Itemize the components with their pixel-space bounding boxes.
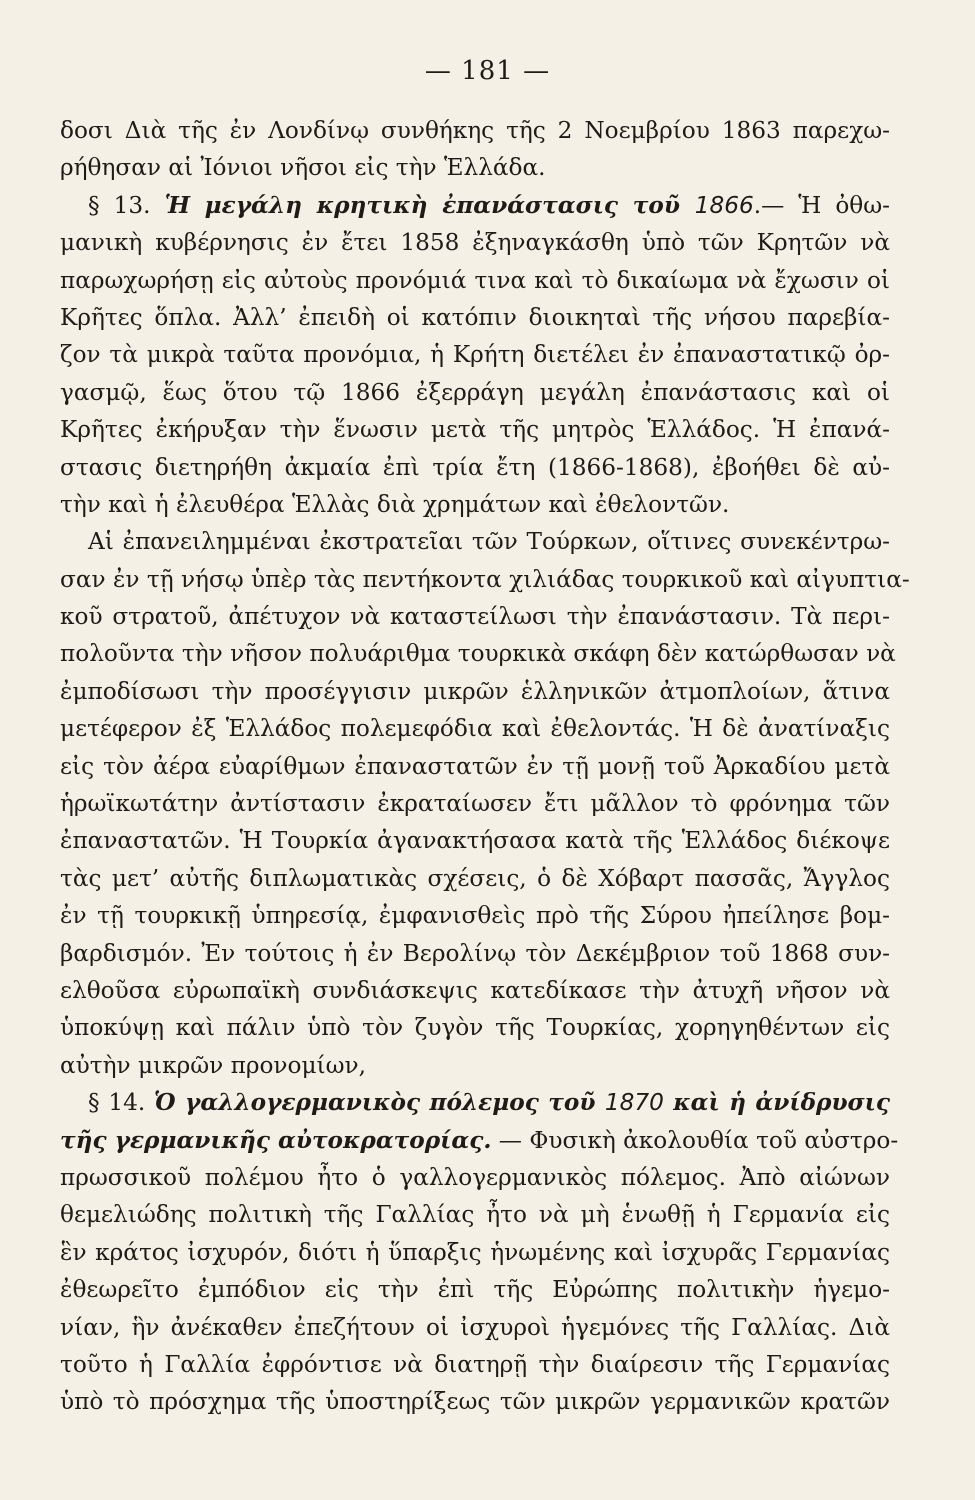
text-line: μετέφερον ἐξ Ἑλλάδος πολεμεφόδια καὶ ἐθελοντάς. Ἡ δὲ ἀνατίναξις xyxy=(60,715,890,743)
text-line: δοσι Διὰ τῆς ἐν Λονδίνῳ συνθήκης τῆς 2 Νοεμβρίου 1863 παρεχω- xyxy=(60,117,890,144)
section-heading-text: τῆς γερμανικῆς αὐτοκρατορίας. xyxy=(60,1126,492,1154)
text-line: ὑποκύψῃ καὶ πάλιν ὑπὸ τὸν ζυγὸν τῆς Τουρκίας, χορηγηθέντων εἰς xyxy=(60,1014,890,1042)
text-line: πολοῦντα τὴν νῆσον πολυάριθμα τουρκικὰ σκάφη δὲν κατώρθωσαν νὰ xyxy=(60,640,896,668)
section-heading-text: 1866 xyxy=(694,191,754,219)
text-line xyxy=(60,1122,899,1159)
text-line: ἐθεωρεῖτο ἐμπόδιον εἰς τὴν ἐπὶ τῆς Εὐρώπης πολιτικὴν ἡγεμο- xyxy=(60,1276,890,1304)
text-segment: — Φυσικὴ ἀκολουθία τοῦ αὐστρο- xyxy=(491,1126,899,1154)
text-line: τὴν καὶ ἡ ἐλευθέρα Ἑλλὰς διὰ χρημάτων καὶ ἐθελοντῶν. xyxy=(60,490,730,518)
text-line: πρωσσικοῦ πολέμου ἦτο ὁ γαλλογερμανικὸς πόλεμος. Ἀπὸ αἰώνων xyxy=(60,1163,890,1191)
text-line: γασμῷ, ἕως ὅτου τῷ 1866 ἐξερράγη μεγάλη ἐπανάστασις καὶ οἱ xyxy=(60,378,890,406)
text-segment: § 14. xyxy=(88,1089,154,1117)
text-line: ρήθησαν αἱ Ἰόνιοι νῆσοι εἰς τὴν Ἑλλάδα. xyxy=(60,154,546,182)
text-line: σαν ἐν τῇ νήσῳ ὑπὲρ τὰς πεντήκοντα χιλιάδας τουρκικοῦ καὶ αἰγυπτια- xyxy=(60,565,910,593)
text-line: τὰς μετ’ αὐτῆς διπλωματικὰς σχέσεις, ὁ δὲ Χόβαρτ πασσᾶς, Ἄγγλος xyxy=(60,864,890,892)
section-heading-text: Ἡ μεγάλη κρητικὴ ἐπανάστασις τοῦ xyxy=(164,191,695,219)
section-heading-text: 1870 xyxy=(604,1089,664,1117)
text-line: εἰς τὸν ἀέρα εὐαρίθμων ἐπαναστατῶν ἐν τῇ μονῇ τοῦ Ἀρκαδίου μετὰ xyxy=(60,752,890,780)
text-line: Κρῆτες ἐκήρυξαν τὴν ἕνωσιν μετὰ τῆς μητρὸς Ἑλλάδος. Ἡ ἐπανά- xyxy=(60,416,890,444)
text-line: θεμελιώδης πολιτικὴ τῆς Γαλλίας ἦτο νὰ μὴ ἑνωθῇ ἡ Γερμανία εἰς xyxy=(60,1201,890,1229)
text-line: Κρῆτες ὅπλα. Ἀλλ’ ἐπειδὴ οἱ κατόπιν διοικηταὶ τῆς νήσου παρεβία- xyxy=(60,303,890,331)
text-segment: § 13. xyxy=(88,191,165,219)
text-line: ἐμποδίσωσι τὴν προσέγγισιν μικρῶν ἑλληνικῶν ἀτμοπλοίων, ἅτινα xyxy=(60,677,890,705)
text-line: ἐπαναστατῶν. Ἡ Τουρκία ἀγανακτήσασα κατὰ τῆς Ἑλλάδος διέκοψε xyxy=(60,827,890,855)
body-text xyxy=(60,112,910,1421)
text-line: τοῦτο ἡ Γαλλία ἐφρόντισε νὰ διατηρῇ τὴν διαίρεσιν τῆς Γερμανίας xyxy=(60,1350,890,1378)
text-line: κοῦ στρατοῦ, ἀπέτυχον νὰ καταστείλωσι τὴν ἐπανάστασιν. Τὰ περι- xyxy=(60,603,890,631)
text-line: ζον τὰ μικρὰ ταῦτα προνόμια, ἡ Κρήτη διετέλει ἐν ἐπαναστατικῷ ὀρ- xyxy=(60,341,890,369)
text-line xyxy=(60,1084,890,1121)
text-line: νίαν, ἣν ἀνέκαθεν ἐπεζήτουν οἱ ἰσχυροὶ ἡγεμόνες τῆς Γαλλίας. Διὰ xyxy=(60,1313,890,1341)
page-number: — 181 — xyxy=(424,56,551,86)
text-line: ἡρωϊκωτάτην ἀντίστασιν ἐκραταίωσεν ἔτι μᾶλλον τὸ φρόνημα τῶν xyxy=(60,790,890,818)
text-line: ὑπὸ τὸ πρόσχημα τῆς ὑποστηρίξεως τῶν μικρῶν γερμανικῶν κρατῶν xyxy=(60,1388,890,1416)
text-line: αὐτὴν μικρῶν προνομίων, xyxy=(60,1051,367,1079)
section-heading-text: καὶ ἡ ἀνίδρυσις xyxy=(663,1089,890,1117)
section-heading-text: Ὁ γαλλογερμανικὸς πόλεμος τοῦ xyxy=(153,1089,605,1117)
text-line xyxy=(60,187,890,224)
text-line: ἐν τῇ τουρκικῇ ὑπηρεσίᾳ, ἐμφανισθεὶς πρὸ τῆς Σύρου ἠπείλησε βομ- xyxy=(60,902,890,930)
text-line: στασις διετηρήθη ἀκμαία ἐπὶ τρία ἔτη (1866-1868), ἐβοήθει δὲ αὐ- xyxy=(60,453,890,481)
text-line: παρωχωρήσῃ εἰς αὐτοὺς προνόμιά τινα καὶ τὸ δικαίωμα νὰ ἔχωσιν οἱ xyxy=(60,266,890,294)
text-segment: .— Ἡ ὀθω- xyxy=(753,191,891,219)
text-line: Αἱ ἐπανειλημμέναι ἐκστρατεῖαι τῶν Τούρκων, οἵτινες συνεκέντρω- xyxy=(88,528,890,556)
text-line: μανικὴ κυβέρνησις ἐν ἔτει 1858 ἐξηναγκάσθη ὑπὸ τῶν Κρητῶν νὰ xyxy=(60,229,890,257)
text-line: βαρδισμόν. Ἐν τούτοις ἡ ἐν Βερολίνῳ τὸν Δεκέμβριον τοῦ 1868 συν- xyxy=(60,939,890,967)
text-line: ελθοῦσα εὐρωπαϊκὴ συνδιάσκεψις κατεδίκασε τὴν ἀτυχῆ νῆσον νὰ xyxy=(60,976,890,1004)
text-line: ἓν κράτος ἰσχυρόν, διότι ἡ ὕπαρξις ἡνωμένης καὶ ἰσχυρᾶς Γερμανίας xyxy=(60,1238,890,1266)
